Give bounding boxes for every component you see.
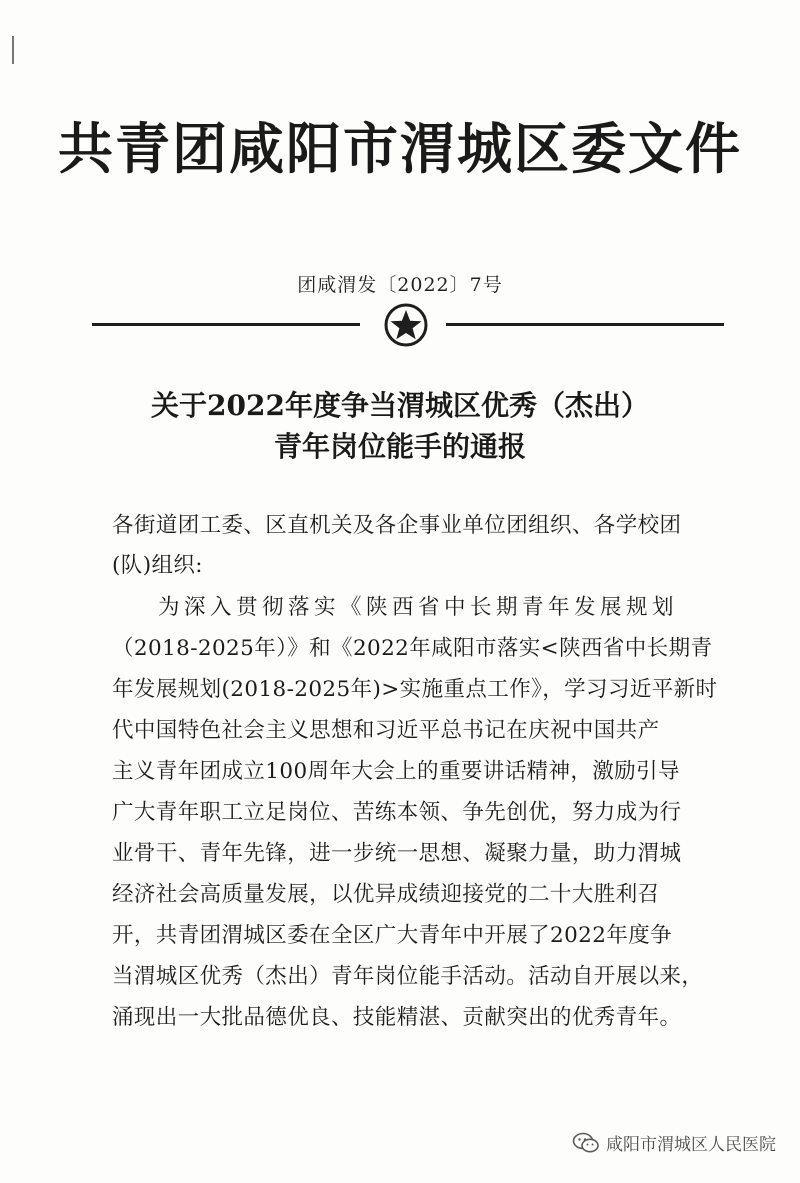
- paragraph-line-7: 业骨干、青年先锋，进一步统一思想、凝聚力量，助力渭城: [112, 841, 682, 866]
- paragraph-line-6: 广大青年职工立足岗位、苦练本领、争先创优，努力成为行: [112, 800, 682, 825]
- paragraph-line-8: 经济社会高质量发展，以优异成绩迎接党的二十大胜利召: [112, 882, 660, 907]
- paragraph-line-5: 主义青年团成立100周年大会上的重要讲话精神，激励引导: [112, 759, 680, 784]
- salutation-line-1: 各街道团工委、区直机关及各企事业单位团组织、各学校团: [112, 513, 682, 538]
- paragraph-line-1: 为深入贯彻落实《陕西省中长期青年发展规划: [158, 595, 679, 620]
- scan-mark: [12, 36, 14, 64]
- document-number: 团咸渭发〔2022〕7号: [297, 274, 503, 296]
- paragraph-line-3: 年发展规划(2018-2025年)>实施重点工作》，学习习近平新时: [112, 677, 718, 702]
- issuer-header: 共青团咸阳市渭城区委文件: [57, 116, 742, 181]
- salutation-line-2: (队)组织:: [112, 553, 203, 578]
- header-rule-left: [92, 323, 360, 326]
- wechat-icon: [572, 1132, 600, 1154]
- star-emblem-icon: [383, 302, 429, 348]
- paragraph-line-10: 当渭城区优秀（杰出）青年岗位能手活动。活动自开展以来，: [112, 964, 704, 989]
- document-title-line-2: 青年岗位能手的通报: [273, 430, 526, 463]
- paragraph-line-4: 代中国特色社会主义思想和习近平总书记在庆祝中国共产: [112, 718, 660, 743]
- paragraph-line-9: 开，共青团渭城区委在全区广大青年中开展了2022年度争: [112, 923, 673, 948]
- paragraph-line-11: 涌现出一大批品德优良、技能精湛、贡献突出的优秀青年。: [112, 1005, 682, 1030]
- source-name: 咸阳市渭城区人民医院: [606, 1135, 776, 1155]
- source-watermark: [572, 1130, 776, 1155]
- document-title-line-1: 关于2022年度争当渭城区优秀（杰出）: [151, 389, 649, 422]
- header-rule-right: [446, 323, 724, 326]
- paragraph-line-2: （2018-2025年）》和《2022年咸阳市落实<陕西省中长期青: [112, 636, 713, 661]
